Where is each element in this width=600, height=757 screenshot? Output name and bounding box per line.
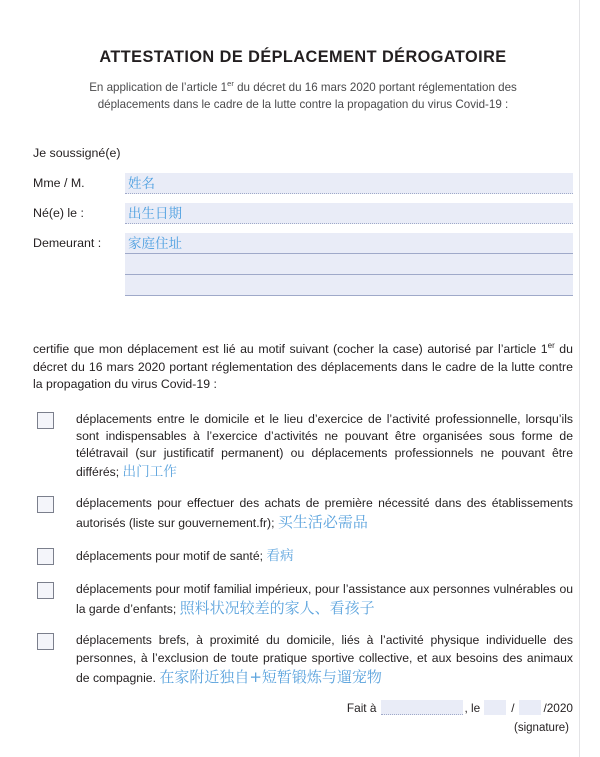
- reason-text-family: déplacements pour motif familial impérieux, pour l’assistance aux personnes vulnérables ou la garde d’enfants;: [76, 581, 573, 617]
- reason-annotation-work: 出门工作: [122, 463, 177, 480]
- reason-label-work: [76, 411, 573, 482]
- reason-annotation-family: 照料状况较差的家人、看孩子: [179, 599, 375, 618]
- signature-hint: (signature): [514, 722, 569, 734]
- subtitle-line2: déplacements dans le cadre de la lutte contre la propagation du virus Covid-19 :: [97, 98, 509, 112]
- certify-ordinal-suffix: er: [547, 341, 555, 351]
- comma-le-label: , le: [464, 700, 481, 715]
- reason-text-health: déplacements pour motif de santé;: [76, 548, 263, 563]
- month-input[interactable]: [519, 700, 541, 715]
- fait-a-label: Fait à: [346, 700, 377, 715]
- certify-text-post: du décret du 16 mars 2020 portant réglementation des déplacements dans le cadre de la lutte contre la propagation du virus Covid-19 :: [33, 342, 573, 392]
- reason-item-essential-shopping: [33, 495, 573, 534]
- name-input[interactable]: [125, 173, 573, 194]
- signature-footer: [33, 700, 573, 734]
- reason-text-work: déplacements entre le domicile et le lieu d’exercice de l’activité professionnelle, lorsqu’ils sont indispensables à l’exercice d’activités ne pouvant être organisées sous forme de télétravail (sur justificatif permanent) ou déplacements professionnels ne pouvant être différés;: [76, 411, 573, 479]
- name-field-label: Mme / M.: [33, 176, 85, 191]
- reason-annotation-exercise-pets: 在家附近独自+短暂锻炼与遛宠物: [159, 667, 382, 686]
- reason-label-exercise-pets: [76, 632, 573, 688]
- reason-item-work: [33, 411, 573, 482]
- reason-checkbox-exercise-pets[interactable]: [37, 633, 54, 650]
- document-subtitle: [57, 78, 549, 115]
- reason-checkbox-health[interactable]: [37, 548, 54, 565]
- page-edge-line: [579, 0, 580, 757]
- reason-label-health: [76, 547, 573, 566]
- subtitle-ordinal-suffix: er: [227, 78, 234, 88]
- reason-checkbox-work[interactable]: [37, 412, 54, 429]
- birthdate-input[interactable]: [125, 203, 573, 224]
- certification-paragraph: [33, 340, 573, 393]
- reason-item-family: [33, 581, 573, 620]
- city-input[interactable]: [381, 700, 463, 715]
- reason-text-essential-shopping: déplacements pour effectuer des achats de première nécessité dans des établissements autorisés (liste sur gouvernement.fr);: [76, 496, 573, 531]
- field-row-name: [33, 173, 573, 194]
- reasons-list: [33, 411, 573, 688]
- address-input[interactable]: [125, 233, 573, 296]
- reason-label-essential-shopping: [76, 495, 573, 534]
- address-field-label: Demeurant :: [33, 236, 102, 251]
- reason-item-health: [33, 547, 573, 568]
- reason-item-exercise-pets: [33, 632, 573, 688]
- undersigned-label: Je soussigné(e): [33, 146, 121, 161]
- reason-text-exercise-pets: déplacements brefs, à proximité du domicile, liés à l’activité physique individuelle des personnes, à l’exclusion de toute pratique sportive collective, et aux besoins des animaux de compagnie.: [76, 633, 573, 685]
- certify-text-pre: certifie que mon déplacement est lié au motif suivant (cocher la case) autorisé par l’article 1: [33, 342, 548, 357]
- day-input[interactable]: [484, 700, 506, 715]
- birthdate-field-label: Né(e) le :: [33, 206, 84, 221]
- reason-annotation-health: 看病: [266, 547, 294, 564]
- subtitle-line1-post: du décret du 16 mars 2020 portant réglementation des: [233, 80, 517, 94]
- field-row-address: [33, 233, 573, 296]
- document-content: [33, 0, 573, 701]
- fait-a-line: [33, 700, 573, 715]
- reason-checkbox-family[interactable]: [37, 582, 54, 599]
- reason-checkbox-essential-shopping[interactable]: [37, 496, 54, 513]
- reason-annotation-essential-shopping: 买生活必需品: [277, 513, 368, 532]
- year-label: /2020: [543, 700, 573, 715]
- page-title: ATTESTATION DE DÉPLACEMENT DÉROGATOIRE: [99, 48, 507, 66]
- reason-label-family: [76, 581, 573, 620]
- subtitle-line1-pre: En application de l’article 1: [89, 80, 228, 94]
- field-row-birthdate: [33, 203, 573, 224]
- identity-section: [33, 146, 573, 296]
- date-slash-separator: /: [511, 700, 515, 715]
